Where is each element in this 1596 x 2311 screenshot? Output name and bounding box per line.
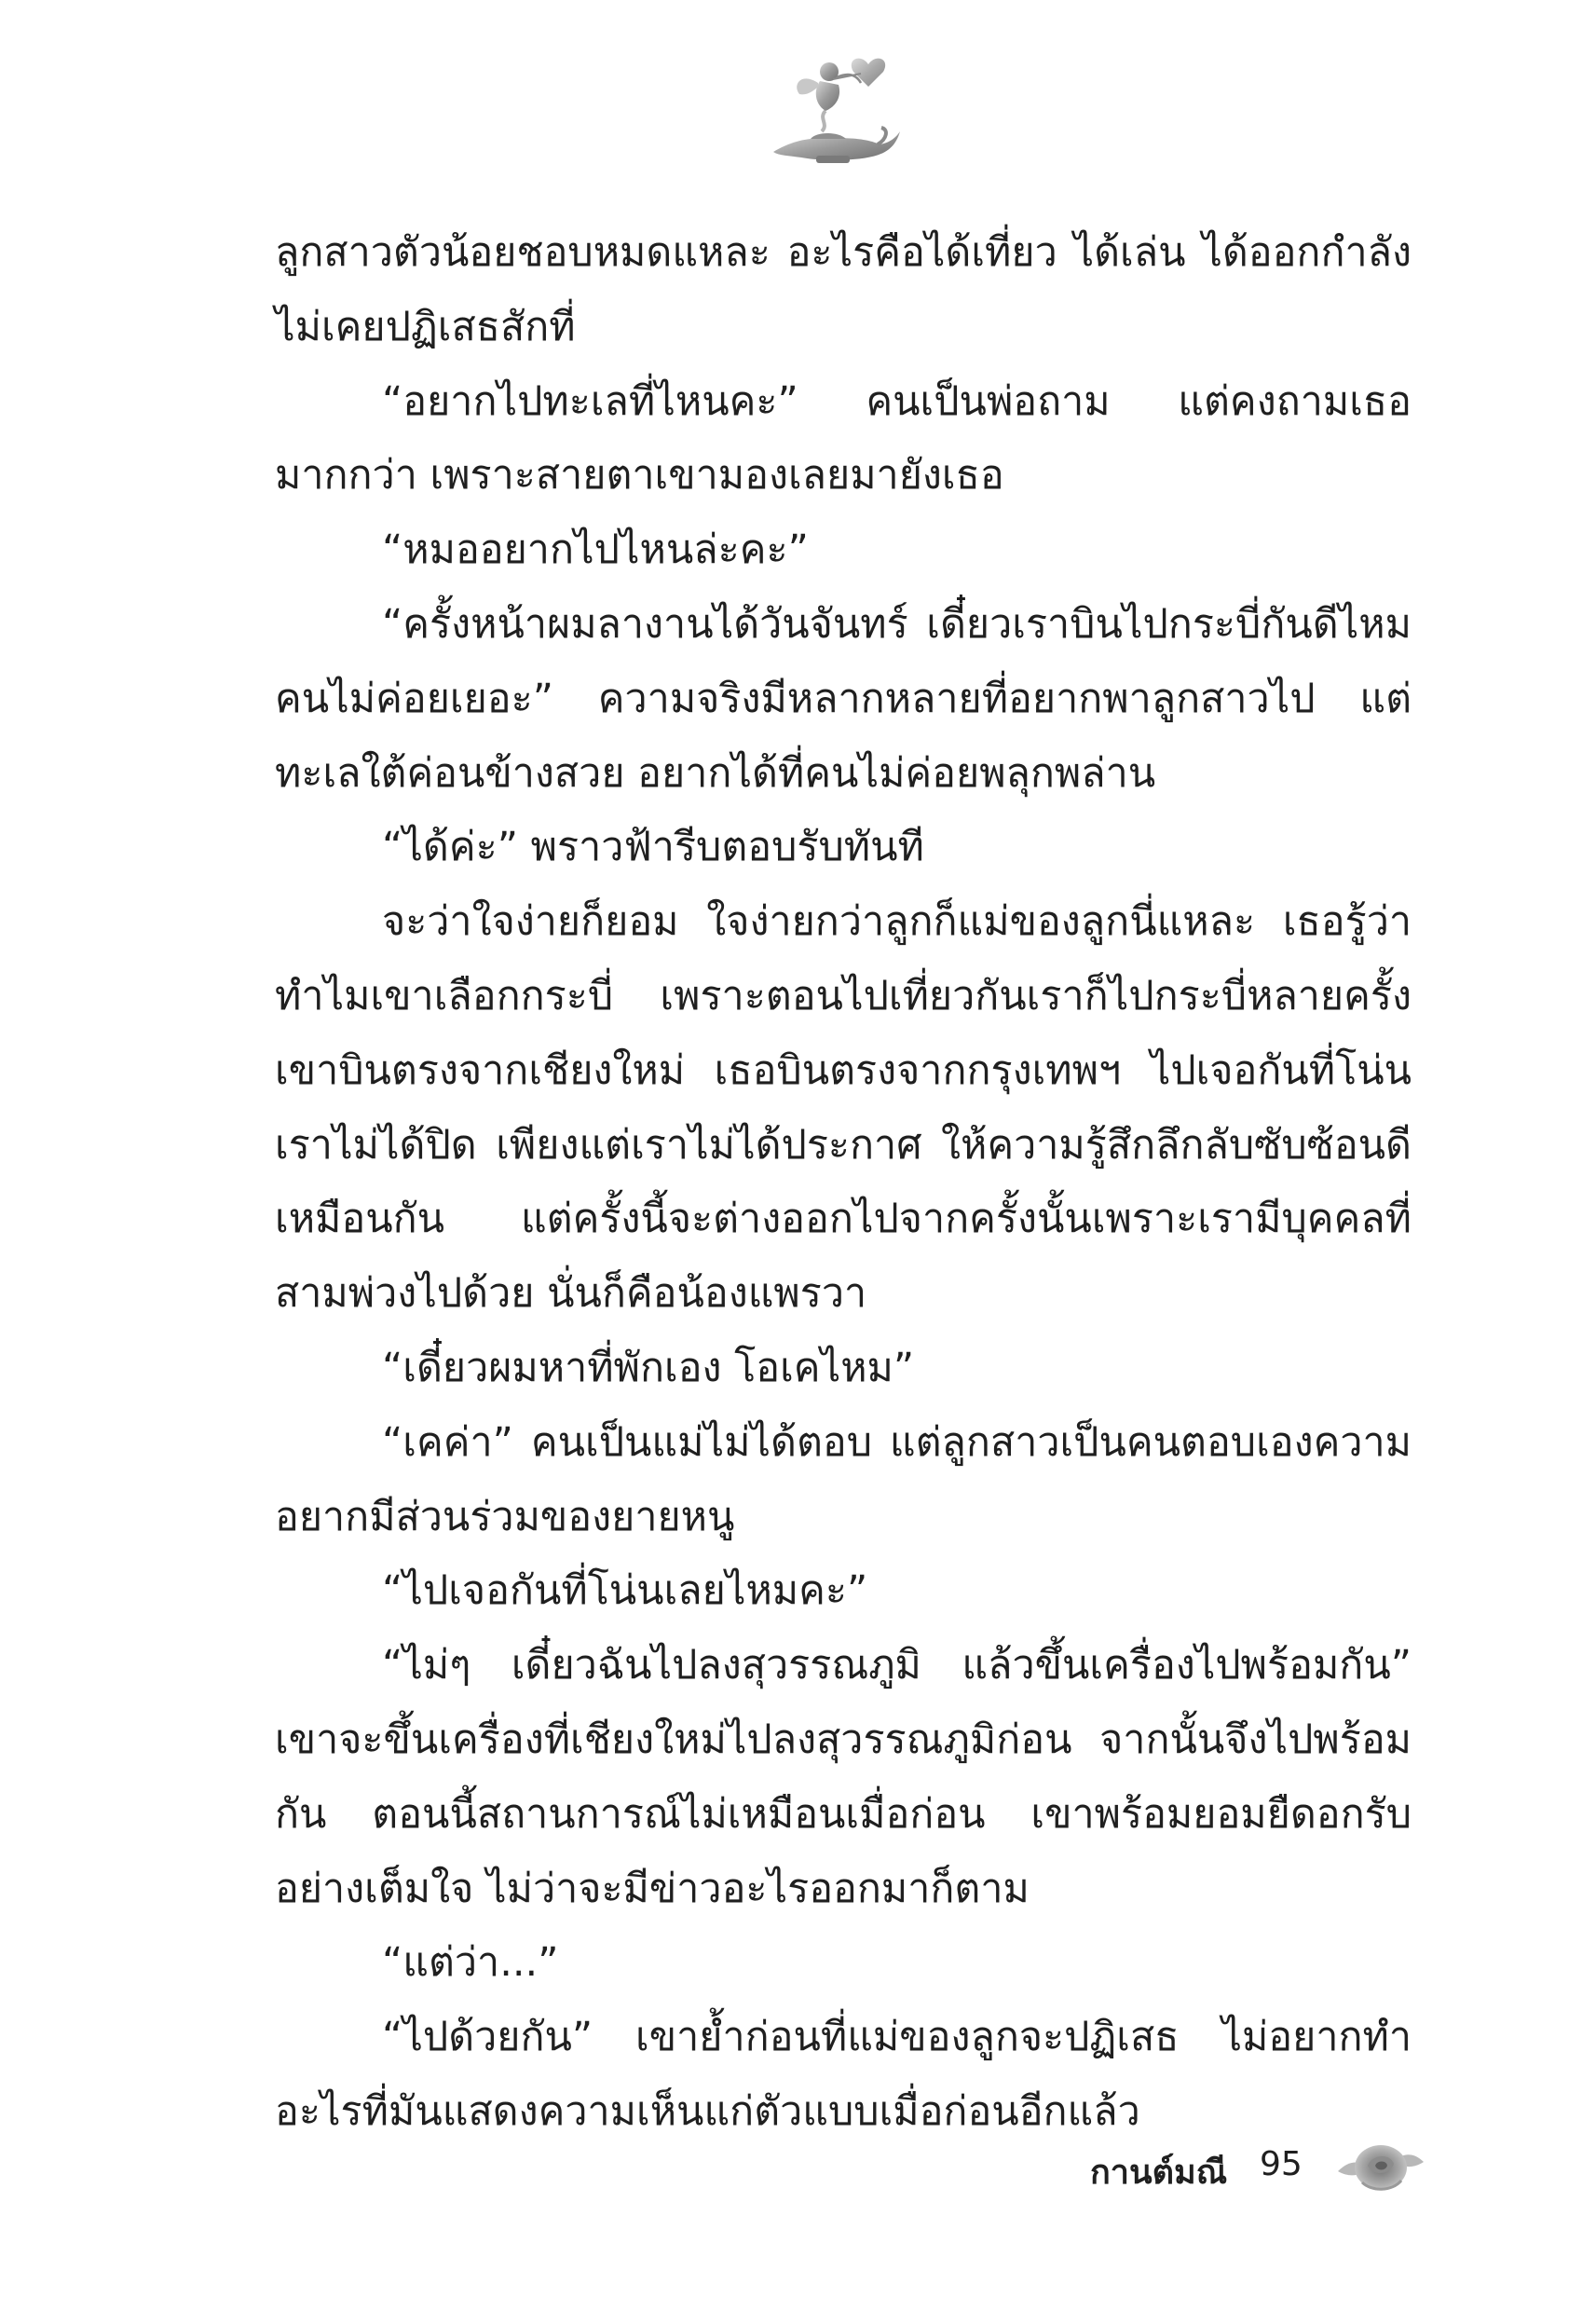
chapter-body-text [275,216,1412,2150]
paragraph: จะว่าใจง่ายก็ยอม ใจง่ายกว่าลูกก็แม่ของลูกนี่แหละ เธอรู้ว่าทำไมเขาเลือกกระบี่ เพราะตอนไปเที่ยวกันเราก็ไปกระบี่หลายครั้ง เขาบินตรงจากเชียงใหม่ เธอบินตรงจากกรุงเทพฯ ไปเจอกันที่โน่น เราไม่ได้ปิด เพียงแต่เราไม่ได้ประกาศ ให้ความรู้สึกลึกลับซับซ้อนดีเหมือนกัน แต่ครั้งนี้จะต่างออกไปจากครั้งนั้นเพราะเรามีบุคคลที่สามพ่วงไปด้วย นั่นก็คือน้องแพรวา [275,898,1412,1318]
paragraph: “ได้ค่ะ” พราวฟ้ารีบตอบรับทันที [382,824,924,871]
page-number: 95 [1260,2145,1303,2183]
paragraph: ลูกสาวตัวน้อยชอบหมดแหละ อะไรคือได้เที่ยว ได้เล่น ได้ออกกำลัง ไม่เคยปฏิเสธสักที่ [275,229,1412,350]
paragraph: “แต่ว่า...” [382,1939,559,1987]
paragraph: “อยากไปทะเลที่ไหนคะ” คนเป็นพ่อถาม แต่คงถามเธอมากกว่า เพราะสายตาเขามองเลยมายังเธอ [275,377,1412,499]
book-author-title: กานต์มณี [1090,2154,1228,2192]
paragraph: “ไปด้วยกัน” เขาย้ำก่อนที่แม่ของลูกจะปฏิเสธ ไม่อยากทำอะไรที่มันแสดงความเห็นแก่ตัวแบบเมื่อก่อนอีกแล้ว [275,2014,1412,2135]
cupid-teapot-ornament-icon [764,51,904,168]
rose-icon [1334,2134,1427,2201]
paragraph: “ครั้งหน้าผมลางานได้วันจันทร์ เดี๋ยวเราบินไปกระบี่กันดีไหม คนไม่ค่อยเยอะ” ความจริงมีหลากหลายที่อยากพาลูกสาวไป แต่ทะเลใต้ค่อนข้างสวย อยากได้ที่คนไม่ค่อยพลุกพล่าน [275,600,1412,797]
paragraph: “ไม่ๆ เดี๋ยวฉันไปลงสุวรรณภูมิ แล้วขึ้นเครื่องไปพร้อมกัน” เขาจะขึ้นเครื่องที่เชียงใหม่ไปลงสุวรรณภูมิก่อน จากนั้นจึงไปพร้อมกัน ตอนนี้สถานการณ์ไม่เหมือนเมื่อก่อน เขาพร้อมยอมยืดอกรับอย่างเต็มใจ ไม่ว่าจะมีข่าวอะไรออกมาก็ตาม [275,1642,1412,1912]
page-footer [1090,2134,1444,2208]
paragraph: “หมออยากไปไหนล่ะคะ” [382,526,809,574]
paragraph: “ไปเจอกันที่โน่นเลยไหมคะ” [382,1567,868,1615]
paragraph: “เดี๋ยวผมหาที่พักเอง โอเคไหม” [382,1344,915,1391]
paragraph: “เคค่า” คนเป็นแม่ไม่ได้ตอบ แต่ลูกสาวเป็นคนตอบเองความอยากมีส่วนร่วมของยายหนู [275,1418,1412,1540]
